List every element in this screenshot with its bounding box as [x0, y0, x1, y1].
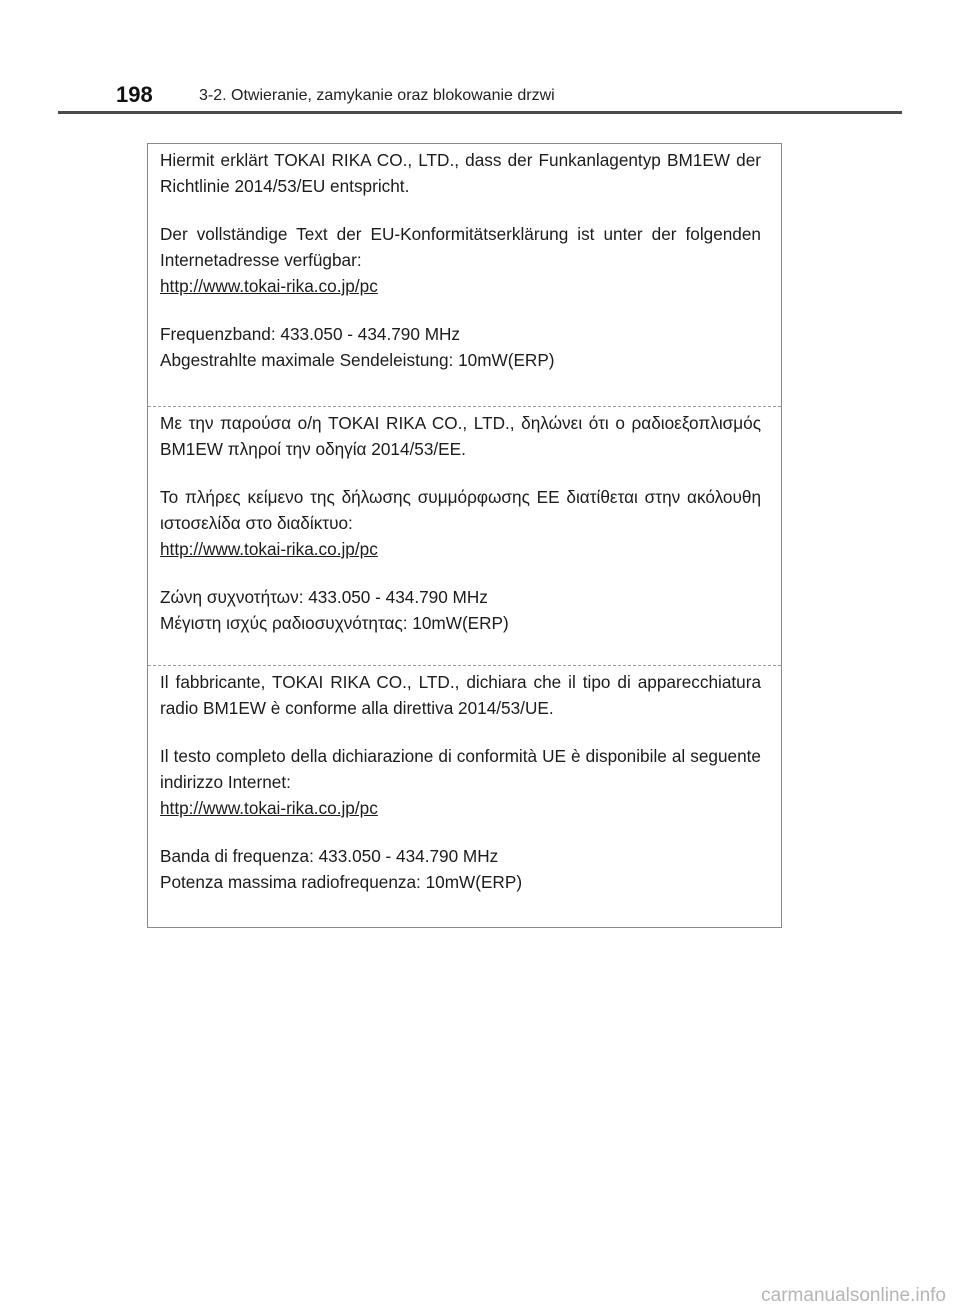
declaration-greek [148, 406, 781, 636]
fulltext-text: Το πλήρες κείμενο της δήλωσης συμμόρφωσης ΕΕ διατίθεται στην ακόλουθη ιστοσελίδα στο διαδίκτυο: [160, 487, 761, 533]
declaration-url-link[interactable]: http://www.tokai-rika.co.jp/pc [160, 276, 378, 296]
fulltext-text: Il testo completo della dichiarazione di conformità UE è disponibile al seguente indirizzo Internet: [160, 746, 761, 792]
statement-text: Hiermit erklärt TOKAI RIKA CO., LTD., dass der Funkanlagentyp BM1EW der Richtlinie 2014/53/EU entspricht. [160, 150, 761, 196]
power-text: Abgestrahlte maximale Sendeleistung: 10mW(ERP) [160, 350, 555, 370]
declaration-url-link[interactable]: http://www.tokai-rika.co.jp/pc [160, 798, 378, 818]
power-text: Μέγιστη ισχύς ραδιοσυχνότητας: 10mW(ERP) [160, 613, 509, 633]
declaration-italian [148, 665, 781, 895]
declaration-box [147, 143, 782, 928]
statement-text: Με την παρούσα ο/η TOKAI RIKA CO., LTD., δηλώνει ότι ο ραδιοεξοπλισμός BM1EW πληροί την οδηγία 2014/53/ΕΕ. [160, 413, 761, 459]
declaration-german [148, 147, 781, 373]
frequency-text: Banda di frequenza: 433.050 - 434.790 MHz [160, 846, 499, 866]
frequency-text: Frequenzband: 433.050 - 434.790 MHz [160, 324, 461, 344]
frequency-text: Ζώνη συχνοτήτων: 433.050 - 434.790 MHz [160, 587, 488, 607]
power-text: Potenza massima radiofrequenza: 10mW(ERP) [160, 872, 523, 892]
statement-text: Il fabbricante, TOKAI RIKA CO., LTD., dichiara che il tipo di apparecchiatura radio BM1EW è conforme alla direttiva 2014/53/UE. [160, 672, 761, 718]
section-title: 3-2. Otwieranie, zamykanie oraz blokowanie drzwi [199, 87, 555, 104]
fulltext-text: Der vollständige Text der EU-Konformitätserklärung ist unter der folgenden Internetadresse verfügbar: [160, 224, 761, 270]
declaration-url-link[interactable]: http://www.tokai-rika.co.jp/pc [160, 539, 378, 559]
watermark-text: carmanualsonline.info [761, 1285, 946, 1306]
page-number: 198 [116, 82, 153, 107]
